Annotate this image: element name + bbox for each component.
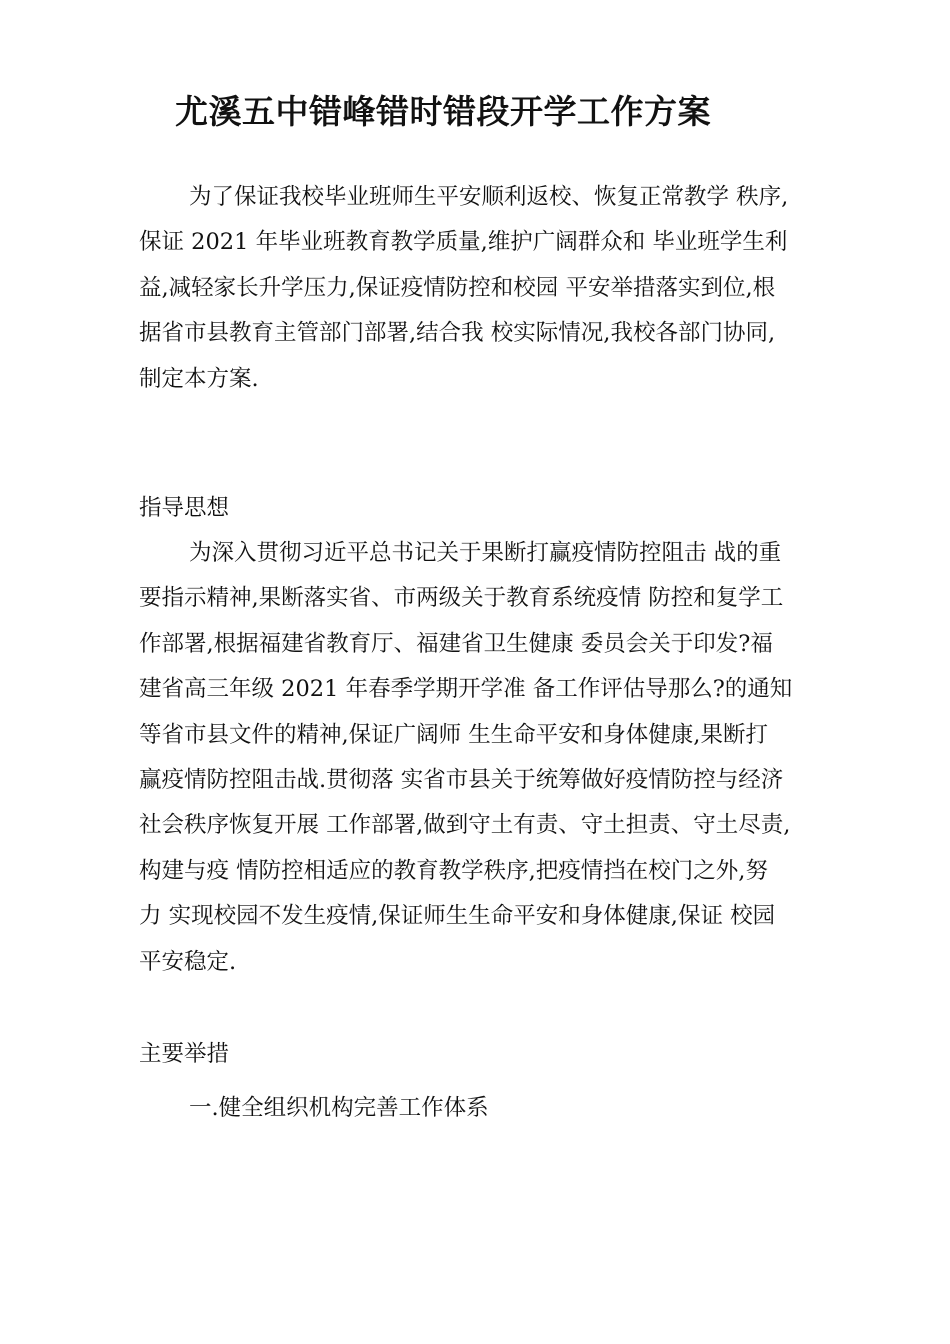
guiding-thought-paragraph — [139, 531, 839, 985]
text-line: 作部署,根据福建省教育厅、福建省卫生健康 委员会关于印发?福 — [139, 630, 773, 657]
text-line: 构建与疫 情防控相适应的教育教学秩序,把疫情挡在校门之外,努 — [139, 857, 768, 884]
section-subheading-organization: 一.健全组织机构完善工作体系 — [189, 1095, 489, 1121]
text-line: 力 实现校园不发生疫情,保证师生生命平安和身体健康,保证 校园 — [139, 903, 776, 930]
section-heading-main-measures: 主要举措 — [139, 1041, 230, 1067]
text-line: 等省市县文件的精神,保证广阔师 生生命平安和身体健康,果断打 — [139, 721, 768, 748]
text-line: 据省市县教育主管部门部署,结合我 校实际情况,我校各部门协同, — [139, 320, 776, 347]
section-heading-guiding-thought: 指导思想 — [139, 495, 230, 521]
intro-paragraph — [139, 175, 839, 402]
text-line: 为深入贯彻习近平总书记关于果断打赢疫情防控阻击 战的重 — [189, 540, 782, 566]
document-title: 尤溪五中错峰错时错段开学工作方案 — [175, 92, 711, 131]
text-line: 赢疫情防控阻击战.贯彻落 实省市县关于统筹做好疫情防控与经济 — [139, 766, 784, 793]
text-line: 益,减轻家长升学压力,保证疫情防控和校园 平安举措落实到位,根 — [139, 274, 776, 301]
text-line: 保证 2021 年毕业班教育教学质量,维护广阔群众和 毕业班学生利 — [139, 229, 788, 256]
text-line: 建省高三年级 2021 年春季学期开学准 备工作评估导那么?的通知 — [139, 676, 793, 703]
text-line: 为了保证我校毕业班师生平安顺利返校、恢复正常教学 秩序, — [189, 184, 789, 210]
text-line: 要指示精神,果断落实省、市两级关于教育系统疫情 防控和复学工 — [139, 585, 784, 612]
text-line: 制定本方案. — [139, 365, 259, 392]
text-line: 社会秩序恢复开展 工作部署,做到守土有责、守土担责、守土尽责, — [139, 812, 791, 839]
text-line: 平安稳定. — [139, 948, 237, 975]
